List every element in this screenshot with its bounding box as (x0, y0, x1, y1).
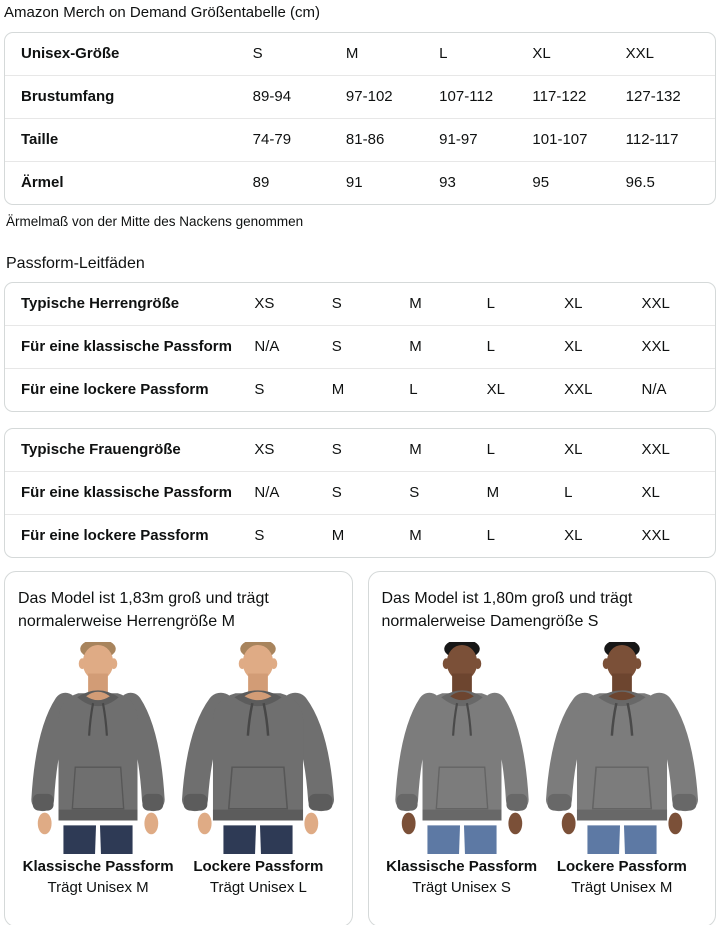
measure-cell: 91-97 (435, 118, 528, 161)
measure-cell: 95 (528, 161, 621, 204)
size-cell: XXL (641, 295, 670, 312)
size-cell: L (405, 368, 482, 411)
row-label: Typische Frauengröße (21, 441, 181, 458)
female-model-classic-hoodie-image (383, 642, 541, 854)
model-description: Das Model ist 1,80m groß und trägt normalerweise Damengröße S (381, 590, 633, 630)
size-cell: M (328, 368, 405, 411)
model-photo-loose-fit (178, 642, 338, 854)
fit-label: Klassische Passform (22, 858, 174, 875)
size-worn-label: Trägt Unisex M (47, 879, 149, 896)
measure-cell: 117-122 (528, 75, 621, 118)
table-row (5, 283, 715, 325)
size-cell: S (328, 325, 405, 368)
table-row (5, 161, 715, 204)
table-row (5, 75, 715, 118)
sleeve-measure-footnote: Ärmelmaß von der Mitte des Nackens genommen (6, 214, 304, 229)
model-photo-classic-fit (18, 642, 178, 854)
male-model-classic-hoodie-image (19, 642, 177, 854)
row-label: Für eine lockere Passform (5, 368, 250, 411)
measure-cell: 127-132 (622, 75, 715, 118)
size-cell: L (486, 295, 495, 312)
row-label: Taille (5, 118, 249, 161)
size-cell: XXL (641, 441, 670, 458)
size-cell: XL (560, 514, 637, 557)
size-cell: XL (564, 441, 583, 458)
row-label: Ärmel (5, 161, 249, 204)
size-cell: M (409, 441, 422, 458)
womens-fit-table (4, 428, 716, 558)
row-label: Typische Herrengröße (21, 295, 180, 312)
size-header-cell: S (252, 45, 263, 62)
table-row (5, 514, 715, 557)
model-description: Das Model ist 1,83m groß und trägt normalerweise Herrengröße M (18, 590, 269, 630)
row-label: Für eine klassische Passform (5, 471, 250, 514)
size-cell: S (250, 514, 327, 557)
table-row (5, 118, 715, 161)
measure-cell: 97-102 (342, 75, 435, 118)
size-cell: XXL (560, 368, 637, 411)
size-worn-label: Trägt Unisex S (412, 879, 511, 896)
model-photo-classic-fit (382, 642, 542, 854)
row-label: Für eine klassische Passform (5, 325, 250, 368)
size-cell: N/A (250, 325, 327, 368)
size-cell: XL (564, 295, 583, 312)
model-panel-women (368, 571, 717, 925)
size-cell: L (483, 325, 560, 368)
table-row (5, 471, 715, 514)
measure-cell: 112-117 (622, 118, 715, 161)
fit-label: Lockere Passform (193, 858, 324, 875)
size-cell: L (483, 514, 560, 557)
size-header-cell: L (439, 45, 448, 62)
table-row (5, 368, 715, 411)
fit-captions (382, 857, 703, 898)
size-cell: S (405, 471, 482, 514)
size-cell: S (250, 368, 327, 411)
size-header-cell: XL (532, 45, 551, 62)
measure-cell: 96.5 (622, 161, 715, 204)
unisex-size-table (4, 32, 716, 205)
table-row (5, 325, 715, 368)
male-model-loose-hoodie-image (179, 642, 337, 854)
measure-cell: 101-107 (528, 118, 621, 161)
table-row (5, 429, 715, 471)
size-cell: M (328, 514, 405, 557)
size-cell: L (486, 441, 495, 458)
size-cell: M (483, 471, 560, 514)
fit-guides-heading: Passform-Leitfäden (6, 255, 145, 272)
row-label: Unisex-Größe (21, 45, 120, 62)
mens-fit-table (4, 282, 716, 412)
size-cell: XL (637, 471, 715, 514)
fit-captions (18, 857, 339, 898)
model-panel-men (4, 571, 353, 925)
size-cell: M (405, 514, 482, 557)
size-header-cell: XXL (625, 45, 655, 62)
size-cell: N/A (250, 471, 327, 514)
measure-cell: 107-112 (435, 75, 528, 118)
size-cell: XXL (637, 514, 715, 557)
fit-label: Lockere Passform (556, 858, 687, 875)
measure-cell: 74-79 (249, 118, 342, 161)
size-cell: XS (254, 295, 275, 312)
page-title: Amazon Merch on Demand Größentabelle (cm) (4, 4, 320, 21)
size-cell: XXL (637, 325, 715, 368)
model-photos (382, 642, 703, 854)
size-cell: S (328, 471, 405, 514)
measure-cell: 93 (435, 161, 528, 204)
measure-cell: 89 (249, 161, 342, 204)
size-cell: N/A (637, 368, 715, 411)
fit-label: Klassische Passform (386, 858, 538, 875)
model-panels (4, 571, 716, 925)
size-cell: S (331, 295, 342, 312)
measure-cell: 81-86 (342, 118, 435, 161)
row-label: Brustumfang (5, 75, 249, 118)
size-cell: XL (560, 325, 637, 368)
caption-loose-fit (542, 857, 702, 898)
measure-cell: 91 (342, 161, 435, 204)
size-cell: M (405, 325, 482, 368)
size-worn-label: Trägt Unisex L (209, 879, 307, 896)
model-photo-loose-fit (542, 642, 702, 854)
female-model-loose-hoodie-image (543, 642, 701, 854)
size-cell: XL (483, 368, 560, 411)
measure-cell: 89-94 (249, 75, 342, 118)
size-cell: S (331, 441, 342, 458)
size-header-cell: M (345, 45, 359, 62)
table-header-row (5, 33, 715, 75)
size-cell: XS (254, 441, 275, 458)
caption-loose-fit (178, 857, 338, 898)
size-cell: M (409, 295, 422, 312)
caption-classic-fit (382, 857, 542, 898)
model-photos (18, 642, 339, 854)
size-cell: L (560, 471, 637, 514)
size-worn-label: Trägt Unisex M (571, 879, 673, 896)
row-label: Für eine lockere Passform (5, 514, 250, 557)
caption-classic-fit (18, 857, 178, 898)
